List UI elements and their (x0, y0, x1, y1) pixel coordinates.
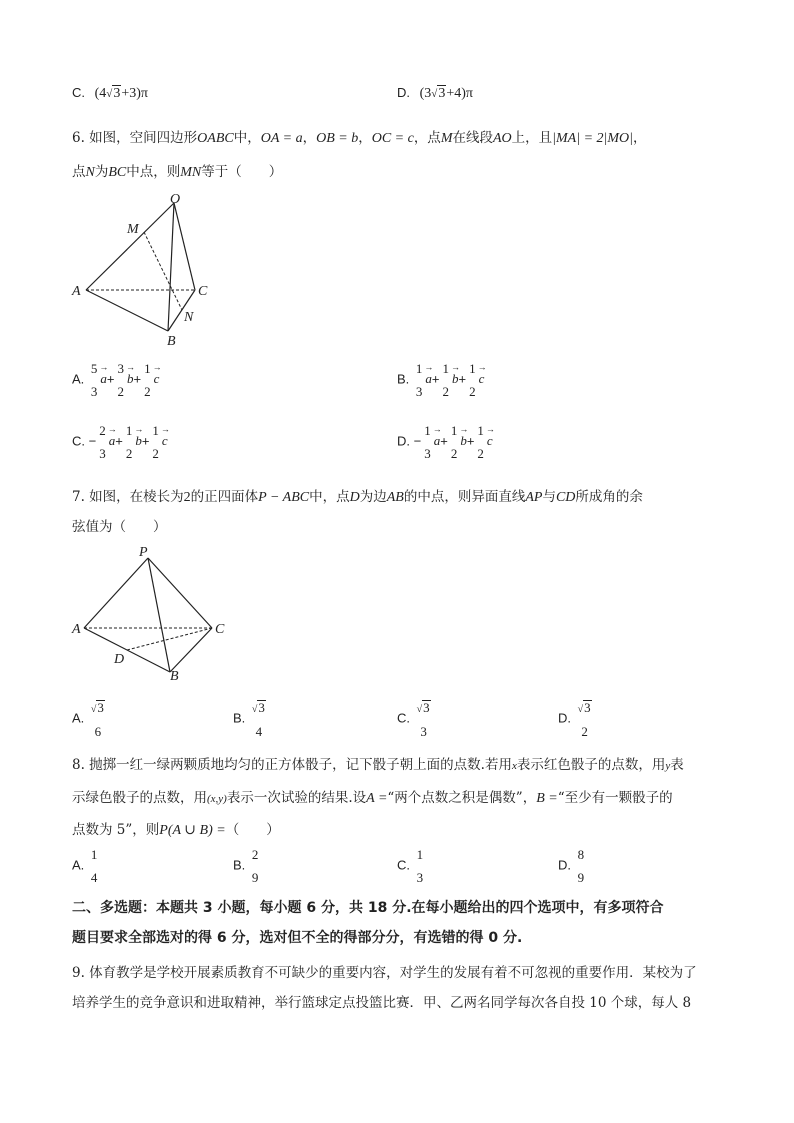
option-label: A. (72, 857, 85, 873)
option-label: B. (397, 371, 410, 387)
option-label: C. (397, 710, 410, 726)
option-expression: (3√3+4)π (419, 86, 473, 101)
label-a: A (72, 284, 81, 299)
q6-stem-line2: 点N为BC中点，则MN等于（ ） (72, 164, 283, 180)
q8-stem-line2: 示绿色骰子的点数，用(x,y)表示一次试验的结果.设A =“两个点数之积是偶数”，B =“至少有一颗骰子的 (72, 790, 673, 806)
option-expression: (4√3+3)π (94, 86, 148, 101)
q6-option-d: D. − 1 3 → a+ 1 2 → b+ 1 2 → c (397, 424, 493, 460)
label-a: A (72, 622, 81, 637)
option-label: C. (72, 433, 85, 449)
label-c: C (215, 622, 225, 637)
option-label: C. (72, 85, 85, 100)
q7-option-b: B. √3 4 (233, 700, 265, 739)
q7-stem-line1: 7. 如图，在棱长为2的正四面体P − ABC中，点D为边AB的中点，则异面直线AP与CD所成角的余 (72, 489, 643, 505)
q6-stem-line1: 6. 如图，空间四边形OABC中，OA = a，OB = b，OC = c，点M在线段AO上，且|MA| = 2|MO|， (72, 130, 647, 146)
q7-option-a: A. √3 6 (72, 700, 104, 739)
q8-stem-line1: 8. 抛掷一红一绿两颗质地均匀的正方体骰子，记下骰子朝上面的点数.若用x表示红色骰子的点数，用y表 (72, 757, 684, 773)
q9-stem-line1: 9. 体育教学是学校开展素质教育不可缺少的重要内容，对学生的发展有着不可忽视的重要作用．某校为了 (72, 965, 697, 981)
label-b: B (167, 334, 176, 348)
option-label: C. (397, 857, 410, 873)
q6-tetrahedron-figure (60, 188, 230, 348)
label-p: P (139, 545, 148, 560)
q9-stem-line2: 培养学生的竞争意识和进取精神，举行篮球定点投篮比赛．甲、乙两名同学每次各自投 10 个球，每人 8 (72, 995, 692, 1011)
section-heading-line2: 题目要求全部选对的得 6 分，选对但不全的得部分分，有选错的得 0 分. (72, 930, 523, 946)
option-label: D. (558, 857, 571, 873)
q6-option-a: A. 5 3 → a+ 3 2 → b+ 1 2 → c (72, 362, 159, 398)
q8-option-c: C. 1 3 (397, 847, 424, 885)
q8-option-a: A. 1 4 (72, 847, 98, 885)
prev-option-d (397, 85, 473, 102)
option-label: D. (397, 433, 410, 449)
label-n: N (184, 310, 194, 325)
q7-tetrahedron-figure (60, 540, 240, 685)
q7-stem-line2: 弦值为（ ） (72, 519, 167, 535)
q8-option-b: B. 2 9 (233, 847, 259, 885)
q8-option-d: D. 8 9 (558, 847, 585, 885)
option-label: A. (72, 710, 85, 726)
q7-option-c: C. √3 3 (397, 700, 430, 739)
label-o: O (170, 192, 181, 207)
label-b: B (170, 669, 179, 684)
label-m: M (127, 222, 139, 237)
label-c: C (198, 284, 208, 299)
q6-option-c: C. − 2 3 → a+ 1 2 → b+ 1 2 → c (72, 424, 168, 460)
q8-stem-line3: 点数为 5”，则P(A ∪ B) =（ ） (72, 822, 280, 838)
option-label: B. (233, 710, 246, 726)
option-label: A. (72, 371, 85, 387)
option-label: B. (233, 857, 246, 873)
prev-option-c (72, 85, 148, 102)
q7-option-d: D. √3 2 (558, 700, 591, 739)
q6-option-b: B. 1 3 → a+ 1 2 → b+ 1 2 → c (397, 362, 484, 398)
option-label: D. (558, 710, 571, 726)
option-label: D. (397, 85, 410, 100)
section-heading-line1: 二、多选题：本题共 3 小题，每小题 6 分，共 18 分.在每小题给出的四个选项中，有多项符合 (72, 900, 664, 916)
label-d: D (114, 652, 125, 667)
